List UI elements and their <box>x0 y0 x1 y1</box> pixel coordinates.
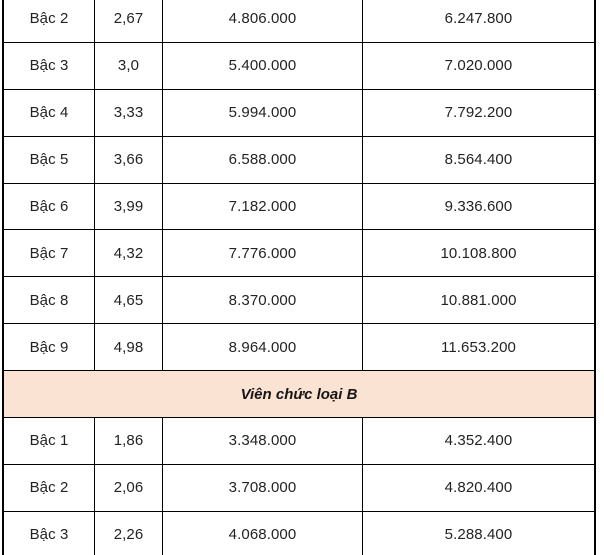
table-cell: 4,65 <box>95 277 163 323</box>
table-cell: 8.370.000 <box>163 277 363 323</box>
table-cell: 5.400.000 <box>163 43 363 89</box>
table-row <box>4 277 594 324</box>
table-cell: Bậc 2 <box>4 0 95 42</box>
table-cell: 9.336.600 <box>444 198 513 215</box>
table-cell: 5.288.400 <box>444 526 513 544</box>
table-cell: Bậc 3 <box>4 43 95 89</box>
table-cell: Bậc 2 <box>4 465 95 511</box>
table-cell: 4,32 <box>95 230 163 276</box>
table-cell: 3,66 <box>95 137 163 183</box>
table-cell: 3,99 <box>95 184 163 230</box>
table-cell: 7.776.000 <box>163 230 363 276</box>
table-cell: Bậc 5 <box>4 137 95 183</box>
table-cell: 2,26 <box>95 512 163 555</box>
table-cell: 4.806.000 <box>163 0 363 42</box>
table-cell: 3.348.000 <box>163 418 363 464</box>
table-cell: Bậc 3 <box>4 512 95 555</box>
table-cell: 6.588.000 <box>163 137 363 183</box>
table-cell: 10.881.000 <box>440 291 517 309</box>
table-cell: Bậc 6 <box>4 184 95 230</box>
table-row <box>4 184 594 231</box>
table-cell: Bậc 7 <box>4 230 95 276</box>
table-cell: 4,98 <box>95 324 163 370</box>
table-cell: Bậc 8 <box>4 277 95 323</box>
table-cell: 4.352.400 <box>444 432 513 450</box>
table-cell: Bậc 9 <box>4 324 95 370</box>
table-cell: 10.108.800 <box>440 244 517 262</box>
table-cell: 3,0 <box>95 43 163 89</box>
table-row <box>4 0 594 43</box>
table-cell: 4.068.000 <box>163 512 363 555</box>
table-cell: 1,86 <box>95 418 163 464</box>
table-row <box>4 512 594 555</box>
table-cell: 6.247.800 <box>444 10 513 28</box>
table-row <box>4 43 594 90</box>
table-row <box>4 418 594 465</box>
table-cell: Bậc 1 <box>4 418 95 464</box>
table-cell: 7.792.200 <box>444 104 513 122</box>
table-row <box>4 90 594 137</box>
table-row <box>4 137 594 184</box>
table-cell: 4.820.400 <box>444 479 513 497</box>
table-cell: 8.964.000 <box>163 324 363 370</box>
table-section-header: Viên chức loại B <box>4 371 594 418</box>
table-cell: 11.653.200 <box>441 338 516 356</box>
table-cell: 7.182.000 <box>163 184 363 230</box>
table-cell: 2,06 <box>95 465 163 511</box>
salary-table <box>2 0 596 555</box>
table-cell: 8.564.400 <box>444 151 513 169</box>
table-row <box>4 230 594 277</box>
table-cell: 7.020.000 <box>444 57 513 75</box>
table-cell: 5.994.000 <box>163 90 363 136</box>
table-cell: 2,67 <box>95 0 163 42</box>
table-cell: Bậc 4 <box>4 90 95 136</box>
table-row <box>4 465 594 512</box>
table-cell: 3,33 <box>95 90 163 136</box>
table-cell: 3.708.000 <box>163 465 363 511</box>
table-row <box>4 324 594 371</box>
